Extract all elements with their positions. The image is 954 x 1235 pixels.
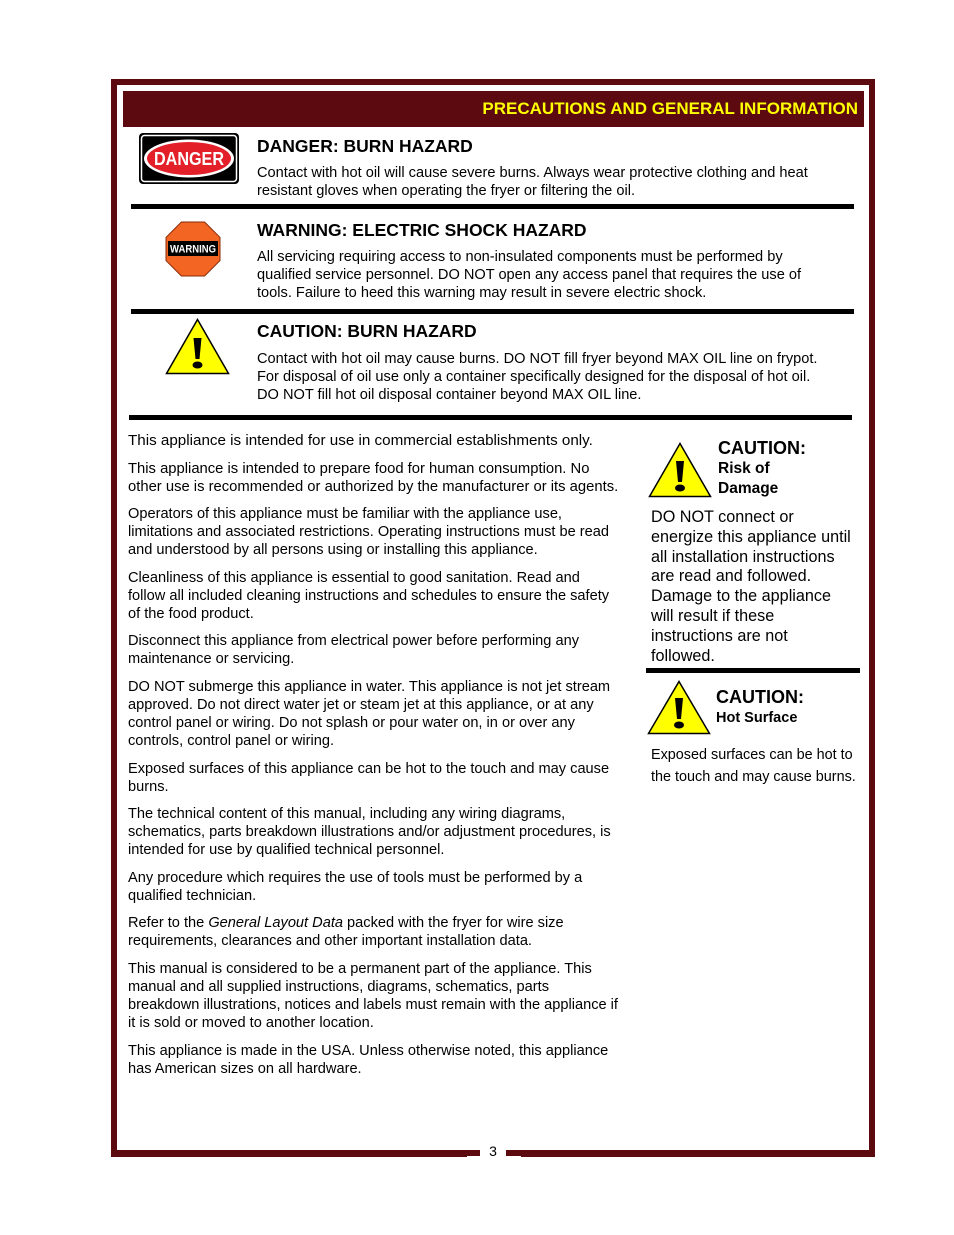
- divider: [131, 309, 854, 314]
- warning-text-line: qualified service personnel. DO NOT open any access panel that requires the use of: [257, 267, 802, 283]
- info-paragraph: This appliance is intended to prepare food for human consumption. No other use is recommended or authorized by the manufacturer or its agents.: [128, 460, 619, 495]
- general-information: [128, 432, 620, 1087]
- info-paragraph: [128, 914, 620, 950]
- caution-text-line: DO NOT fill hot oil disposal container beyond MAX OIL line.: [257, 387, 642, 403]
- info-paragraph: This appliance is intended for use in commercial establishments only.: [128, 432, 593, 449]
- info-paragraph: This appliance is made in the USA. Unless otherwise noted, this appliance has American sizes on all hardware.: [128, 1042, 609, 1077]
- info-paragraph: Operators of this appliance must be familiar with the appliance use, limitations and associated restrictions. Operating instructions must be read and understood by all persons using or installing this appliance.: [128, 506, 610, 559]
- page-number: 3: [480, 1143, 506, 1159]
- caution-icon: [165, 318, 230, 375]
- info-paragraph: Disconnect this appliance from electrical power before performing any maintenance or servicing.: [128, 633, 580, 668]
- divider: [646, 668, 860, 673]
- danger-title: DANGER: BURN HAZARD: [257, 136, 473, 156]
- section-header-title: PRECAUTIONS AND GENERAL INFORMATION: [482, 99, 858, 118]
- danger-text-line: Contact with hot oil will cause severe burns. Always wear protective clothing and heat: [257, 165, 808, 181]
- caution-text-line: For disposal of oil use only a container specifically designed for the disposal of hot oil.: [257, 369, 811, 385]
- caution-icon: [648, 442, 712, 498]
- footer-line: [111, 1150, 467, 1157]
- danger-text-line: resistant gloves when operating the fryer or filtering the oil.: [257, 183, 636, 199]
- caution-damage-text: DO NOT connect or energize this appliance until all installation instructions are read and followed. Damage to the appliance will result if these instructions are not followed.: [651, 508, 851, 665]
- info-paragraph: The technical content of this manual, including any wiring diagrams, schematics, parts breakdown illustrations and/or adjustment procedures, is intended for use by qualified technical personnel.: [128, 806, 611, 859]
- section-header: [123, 91, 864, 127]
- divider: [129, 415, 852, 420]
- danger-text: [257, 164, 853, 200]
- info-paragraph: Exposed surfaces of this appliance can be hot to the touch and may cause burns.: [128, 760, 610, 795]
- info-text: Refer to the: [128, 915, 209, 932]
- danger-icon: [139, 133, 239, 184]
- warning-icon-label: WARNING: [170, 243, 216, 256]
- caution-damage-subtitle: Risk of: [718, 460, 770, 477]
- caution-text: [257, 350, 853, 404]
- warning-text-line: All servicing requiring access to non-insulated components must be performed by: [257, 249, 783, 265]
- caution-hot-text: Exposed surfaces can be hot to the touch and may cause burns.: [651, 747, 856, 785]
- caution-damage-title: CAUTION:: [718, 438, 806, 458]
- caution-icon: [647, 680, 711, 735]
- info-paragraph: Any procedure which requires the use of tools must be performed by a qualified technician.: [128, 869, 583, 904]
- caution-hot-title: CAUTION:: [716, 687, 804, 707]
- caution-title: CAUTION: BURN HAZARD: [257, 321, 477, 341]
- warning-text: [257, 248, 853, 302]
- info-paragraph: This manual is considered to be a permanent part of the appliance. This manual and all supplied instructions, diagrams, schematics, parts breakdown illustrations, notices and labels must remain with the appliance if it is sold or moved to another location.: [128, 960, 618, 1031]
- caution-text-line: Contact with hot oil may cause burns. DO NOT fill fryer beyond MAX OIL line on frypot.: [257, 351, 818, 367]
- caution-hot-subtitle: Hot Surface: [716, 710, 798, 726]
- divider: [131, 204, 854, 209]
- info-paragraph: DO NOT submerge this appliance in water. This appliance is not jet stream approved. Do not direct water jet or steam jet at this appliance, or at any control panel or wiring. Do not splash or pour water on, in or over any controls, control panel or wiring.: [128, 678, 611, 749]
- warning-icon: [165, 221, 221, 277]
- info-text: packed with the fryer for wire size requirements, clearances and other important installation data.: [128, 915, 564, 950]
- document-reference: General Layout Data: [208, 915, 343, 932]
- warning-title: WARNING: ELECTRIC SHOCK HAZARD: [257, 220, 587, 240]
- info-paragraph: Cleanliness of this appliance is essential to good sanitation. Read and follow all included cleaning instructions and schedules to ensure the safety of the food product.: [128, 569, 610, 622]
- footer-line: [521, 1150, 875, 1157]
- danger-icon-label: DANGER: [154, 149, 224, 169]
- caution-damage-subtitle: Damage: [718, 480, 779, 497]
- warning-text-line: tools. Failure to heed this warning may result in severe electric shock.: [257, 285, 707, 301]
